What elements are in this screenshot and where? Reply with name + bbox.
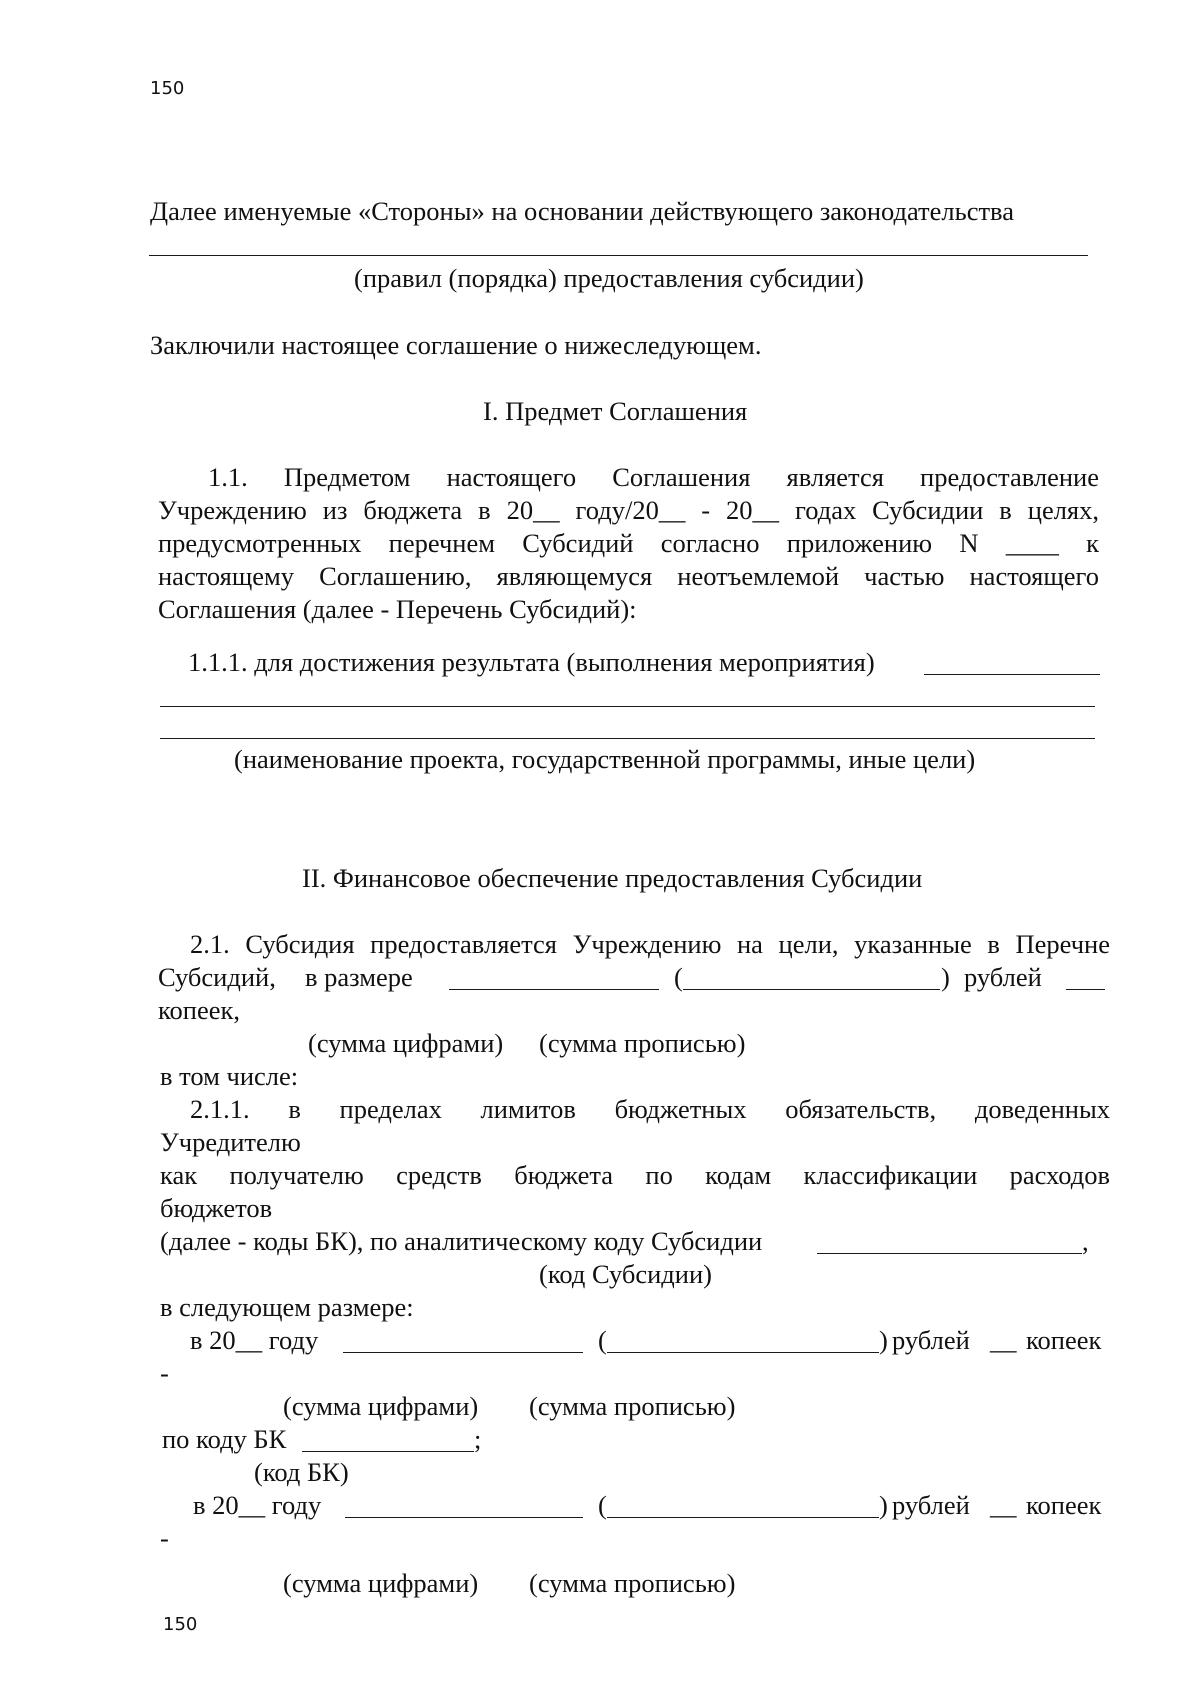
rubles-label: рублей	[964, 962, 1042, 992]
rubles-label: рублей	[892, 1490, 970, 1520]
blank-sum-words	[683, 989, 940, 990]
blank-result	[924, 674, 1100, 675]
kopeks-label: копеек	[1026, 1490, 1102, 1520]
blank-kopeks	[1066, 989, 1105, 990]
dash: -	[160, 1358, 169, 1388]
concluded-line: Заключили настоящее соглашение о нижеследующем.	[150, 330, 762, 360]
caption-subsidy-code: (код Субсидии)	[539, 1259, 712, 1289]
caption-sum-words: (сумма прописью)	[529, 1391, 736, 1421]
paragraph-2-1-line: 2.1. Субсидия предоставляется Учреждению на цели, указанные в Перечне	[190, 929, 1110, 959]
caption-sum-words: (сумма прописью)	[529, 1568, 736, 1598]
blank-year-sum-words	[607, 1352, 879, 1353]
rubles-label: рублей	[892, 1325, 970, 1355]
blank-year-sum-digits	[345, 1517, 583, 1518]
paragraph-1-1-1: 1.1.1. для достижения результата (выполнения мероприятия)	[188, 647, 875, 677]
caption-sum-digits: (сумма цифрами)	[308, 1028, 504, 1058]
paragraph-1-1-line: Учреждению из бюджета в 20__ году/20__ - 20__ годах Субсидии в целях,	[158, 495, 1099, 525]
page-number-bottom: 150	[163, 1614, 198, 1635]
close-paren: )	[879, 1490, 888, 1520]
kopeks-label: копеек	[1026, 1325, 1102, 1355]
year-label: в 20__ году	[190, 1325, 319, 1355]
paragraph-2-1-1-line: (далее - коды БК), по аналитическому коду Субсидии	[160, 1226, 763, 1256]
purpose-caption: (наименование проекта, государственной программы, иные цели)	[234, 744, 976, 774]
comma: ,	[1082, 1226, 1089, 1256]
rules-caption: (правил (порядка) предоставления субсидии)	[354, 263, 864, 293]
kopeks-label: копеек,	[158, 995, 240, 1025]
kopeks-blank: __	[990, 1325, 1017, 1355]
semicolon: ;	[474, 1424, 482, 1454]
close-paren: )	[941, 962, 950, 992]
paragraph-1-1-line: Соглашения (далее - Перечень Субсидий):	[158, 594, 637, 624]
open-paren: (	[598, 1490, 607, 1520]
section-2-title: II. Финансовое обеспечение предоставления Субсидии	[302, 863, 923, 893]
including-label: в том числе:	[160, 1061, 299, 1091]
paragraph-1-1-line: 1.1. Предметом настоящего Соглашения является предоставление	[208, 462, 1099, 492]
blank-code-bk	[302, 1451, 474, 1452]
blank-line	[160, 738, 1095, 739]
open-paren: (	[674, 962, 683, 992]
blank-year-sum-digits	[343, 1352, 583, 1353]
dash: -	[160, 1523, 169, 1553]
following-amount-label: в следующем размере:	[160, 1292, 414, 1322]
paragraph-2-1-1-line: Учредителю	[160, 1127, 301, 1157]
paragraph-1-1-line: настоящему Соглашению, являющемуся неотъемлемой частью настоящего	[158, 561, 1099, 591]
paragraph-2-1-1-line: 2.1.1. в пределах лимитов бюджетных обязательств, доведенных	[190, 1094, 1110, 1124]
blank-line-rules	[149, 255, 1088, 256]
kopeks-blank: __	[990, 1490, 1017, 1520]
paragraph-1-1-line: предусмотренных перечнем Субсидий согласно приложению N ____ к	[158, 528, 1099, 558]
paragraph-2-1-sub: Субсидий,	[158, 962, 276, 992]
caption-sum-digits: (сумма цифрами)	[283, 1568, 479, 1598]
caption-code-bk: (код БК)	[254, 1457, 349, 1487]
by-code-label: по коду БК	[162, 1424, 287, 1454]
blank-sum-digits	[449, 989, 659, 990]
paragraph-2-1-size: в размере	[305, 962, 413, 992]
page-number-top: 150	[150, 78, 185, 99]
blank-year-sum-words	[607, 1517, 879, 1518]
paragraph-2-1-1-line: как получателю средств бюджета по кодам классификации расходов	[160, 1160, 1110, 1190]
close-paren: )	[879, 1325, 888, 1355]
paragraph-2-1-1-line: бюджетов	[160, 1193, 273, 1223]
caption-sum-digits: (сумма цифрами)	[283, 1391, 479, 1421]
open-paren: (	[598, 1325, 607, 1355]
blank-subsidy-code	[817, 1253, 1082, 1254]
year-label: в 20__ году	[193, 1490, 322, 1520]
section-1-title: I. Предмет Соглашения	[483, 396, 748, 426]
intro-line: Далее именуемые «Стороны» на основании действующего законодательства	[150, 196, 1014, 226]
blank-line	[160, 706, 1095, 707]
caption-sum-words: (сумма прописью)	[539, 1028, 746, 1058]
